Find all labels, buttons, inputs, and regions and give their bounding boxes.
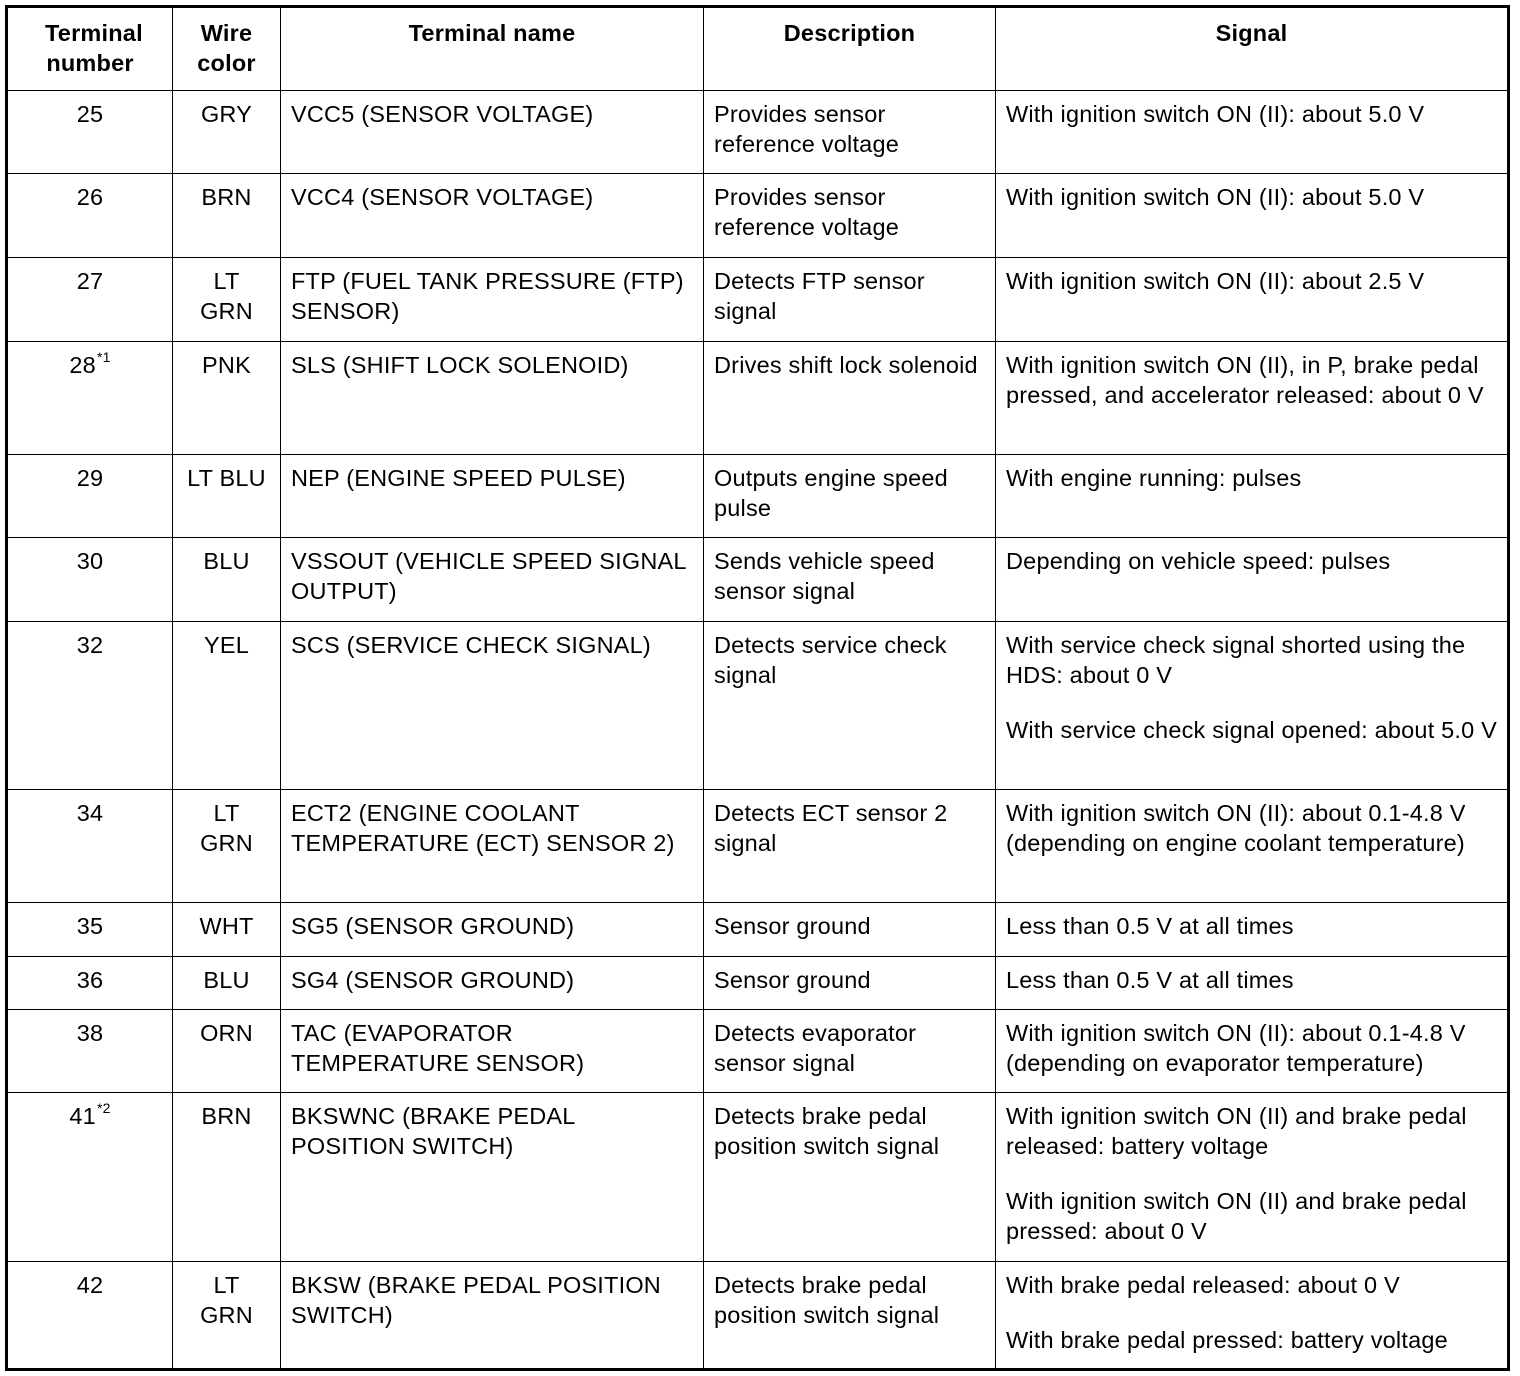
signal-cell <box>996 1010 1509 1093</box>
signal-text: With ignition switch ON (II), in P, brake pedal pressed, and accelerator released: about 0 V <box>1006 352 1484 408</box>
table-row <box>7 538 1509 622</box>
terminal-number: 38 <box>76 1020 104 1046</box>
terminal-number-cell <box>7 174 173 258</box>
wire-color: ORN <box>200 1020 253 1046</box>
wire-color-cell <box>173 174 281 258</box>
header-terminal-name: Terminal name <box>281 7 704 91</box>
table-row <box>7 174 1509 258</box>
terminal-number-cell <box>7 1093 173 1262</box>
terminal-name: VSSOUT (VEHICLE SPEED SIGNAL OUTPUT) <box>281 538 704 622</box>
table-row <box>7 91 1509 174</box>
signal-text: With ignition switch ON (II): about 5.0 V <box>1006 101 1425 127</box>
wire-color: BRN <box>201 184 252 210</box>
signal-cell <box>996 258 1509 342</box>
terminal-number-cell <box>7 1010 173 1093</box>
table-row <box>7 342 1509 455</box>
header-terminal-number <box>7 7 173 91</box>
signal-cell <box>996 957 1509 1010</box>
terminal-name: BKSWNC (BRAKE PEDAL POSITION SWITCH) <box>281 1093 704 1262</box>
signal-text: Depending on vehicle speed: pulses <box>1006 548 1391 574</box>
terminal-number-cell <box>7 91 173 174</box>
wire-color: PNK <box>202 352 251 378</box>
signal-cell <box>996 342 1509 455</box>
signal-cell <box>996 903 1509 957</box>
terminal-name: SG5 (SENSOR GROUND) <box>281 903 704 957</box>
table-row <box>7 1093 1509 1262</box>
terminal-number-cell <box>7 622 173 790</box>
description: Sensor ground <box>704 957 996 1010</box>
terminal-number: 34 <box>76 800 104 826</box>
description: Detects evaporator sensor signal <box>704 1010 996 1093</box>
terminal-number-cell <box>7 957 173 1010</box>
terminal-number: 32 <box>76 632 104 658</box>
signal-text: With ignition switch ON (II) and brake pedal released: battery voltage <box>1006 1103 1467 1159</box>
terminal-name: NEP (ENGINE SPEED PULSE) <box>281 455 704 538</box>
table-row <box>7 1010 1509 1093</box>
terminal-number: 25 <box>76 101 104 127</box>
signal-cell <box>996 1262 1509 1370</box>
description: Drives shift lock solenoid <box>704 342 996 455</box>
wire-color: LT GRN <box>200 800 253 856</box>
terminal-number: 42 <box>76 1272 104 1298</box>
signal-cell <box>996 174 1509 258</box>
description: Detects brake pedal position switch signal <box>704 1262 996 1370</box>
wire-color-cell <box>173 538 281 622</box>
signal-text: Less than 0.5 V at all times <box>1006 967 1294 993</box>
signal-text: With brake pedal pressed: battery voltage <box>1006 1327 1448 1353</box>
wire-color-cell <box>173 903 281 957</box>
header-description: Description <box>704 7 996 91</box>
wire-color-cell <box>173 1262 281 1370</box>
wire-color: BLU <box>203 967 250 993</box>
header-row <box>7 7 1509 91</box>
table-row <box>7 622 1509 790</box>
header-wire-color <box>173 7 281 91</box>
terminal-number-cell <box>7 1262 173 1370</box>
table-row <box>7 903 1509 957</box>
terminal-number: 36 <box>76 967 104 993</box>
description: Detects ECT sensor 2 signal <box>704 790 996 903</box>
signal-text: With ignition switch ON (II) and brake pedal pressed: about 0 V <box>1006 1188 1467 1244</box>
signal-text: With brake pedal released: about 0 V <box>1006 1272 1400 1298</box>
wire-color: LT BLU <box>187 465 266 491</box>
wire-color: GRY <box>200 101 253 127</box>
terminal-number: 26 <box>76 184 104 210</box>
terminal-number-cell <box>7 790 173 903</box>
terminal-number: 29 <box>76 465 104 491</box>
description: Detects service check signal <box>704 622 996 790</box>
terminal-name: BKSW (BRAKE PEDAL POSITION SWITCH) <box>281 1262 704 1370</box>
description: Sends vehicle speed sensor signal <box>704 538 996 622</box>
table-row <box>7 1262 1509 1370</box>
terminal-number-cell <box>7 455 173 538</box>
description: Provides sensor reference voltage <box>704 174 996 258</box>
terminal-number-cell <box>7 903 173 957</box>
header-signal: Signal <box>996 7 1509 91</box>
signal-cell <box>996 1093 1509 1262</box>
terminal-number: 30 <box>76 548 104 574</box>
terminal-table <box>5 5 1510 1371</box>
wire-color-cell <box>173 790 281 903</box>
wire-color-cell <box>173 957 281 1010</box>
terminal-number-cell <box>7 258 173 342</box>
header-wire-color-label: Wire color <box>197 20 256 76</box>
terminal-name: SG4 (SENSOR GROUND) <box>281 957 704 1010</box>
terminal-name: TAC (EVAPORATOR TEMPERATURE SENSOR) <box>281 1010 704 1093</box>
wire-color-cell <box>173 622 281 790</box>
terminal-name: FTP (FUEL TANK PRESSURE (FTP) SENSOR) <box>281 258 704 342</box>
wire-color-cell <box>173 91 281 174</box>
table-row <box>7 258 1509 342</box>
footnote-marker: *1 <box>96 349 111 366</box>
wire-color-cell <box>173 258 281 342</box>
terminal-name: SLS (SHIFT LOCK SOLENOID) <box>281 342 704 455</box>
terminal-number: 41 <box>69 1103 96 1129</box>
wire-color: BRN <box>201 1103 252 1129</box>
signal-text: With ignition switch ON (II): about 2.5 V <box>1006 268 1425 294</box>
table-body <box>7 91 1509 1370</box>
table-row <box>7 455 1509 538</box>
wire-color: LT GRN <box>200 268 253 324</box>
terminal-number: 35 <box>76 913 104 939</box>
signal-text: With ignition switch ON (II): about 0.1-4.8 V (depending on engine coolant temperature) <box>1006 800 1466 856</box>
description: Detects FTP sensor signal <box>704 258 996 342</box>
wire-color-cell <box>173 1093 281 1262</box>
signal-text: With service check signal shorted using the HDS: about 0 V <box>1006 632 1466 688</box>
terminal-name: VCC4 (SENSOR VOLTAGE) <box>281 174 704 258</box>
signal-text: With ignition switch ON (II): about 0.1-4.8 V (depending on evaporator temperature) <box>1006 1020 1466 1076</box>
signal-text: Less than 0.5 V at all times <box>1006 913 1294 939</box>
signal-text: With ignition switch ON (II): about 5.0 V <box>1006 184 1425 210</box>
signal-cell <box>996 622 1509 790</box>
terminal-name: VCC5 (SENSOR VOLTAGE) <box>281 91 704 174</box>
signal-cell <box>996 91 1509 174</box>
wire-color: YEL <box>203 632 250 658</box>
signal-cell <box>996 455 1509 538</box>
signal-cell <box>996 538 1509 622</box>
signal-cell <box>996 790 1509 903</box>
wire-color-cell <box>173 455 281 538</box>
terminal-number-cell <box>7 538 173 622</box>
description: Sensor ground <box>704 903 996 957</box>
wire-color-cell <box>173 342 281 455</box>
footnote-marker: *2 <box>96 1100 111 1117</box>
terminal-number: 28 <box>69 352 96 378</box>
terminal-number-cell <box>7 342 173 455</box>
description: Outputs engine speed pulse <box>704 455 996 538</box>
wire-color: BLU <box>203 548 250 574</box>
terminal-name: SCS (SERVICE CHECK SIGNAL) <box>281 622 704 790</box>
table-row <box>7 957 1509 1010</box>
header-terminal-number-label: Terminal number <box>45 20 143 76</box>
wire-color: WHT <box>199 913 254 939</box>
terminal-name: ECT2 (ENGINE COOLANT TEMPERATURE (ECT) SENSOR 2) <box>281 790 704 903</box>
terminal-number: 27 <box>76 268 104 294</box>
table-row <box>7 790 1509 903</box>
signal-text: With engine running: pulses <box>1006 465 1302 491</box>
wire-color-cell <box>173 1010 281 1093</box>
signal-text: With service check signal opened: about 5.0 V <box>1006 717 1498 743</box>
wire-color: LT GRN <box>200 1272 253 1328</box>
description: Provides sensor reference voltage <box>704 91 996 174</box>
description: Detects brake pedal position switch signal <box>704 1093 996 1262</box>
